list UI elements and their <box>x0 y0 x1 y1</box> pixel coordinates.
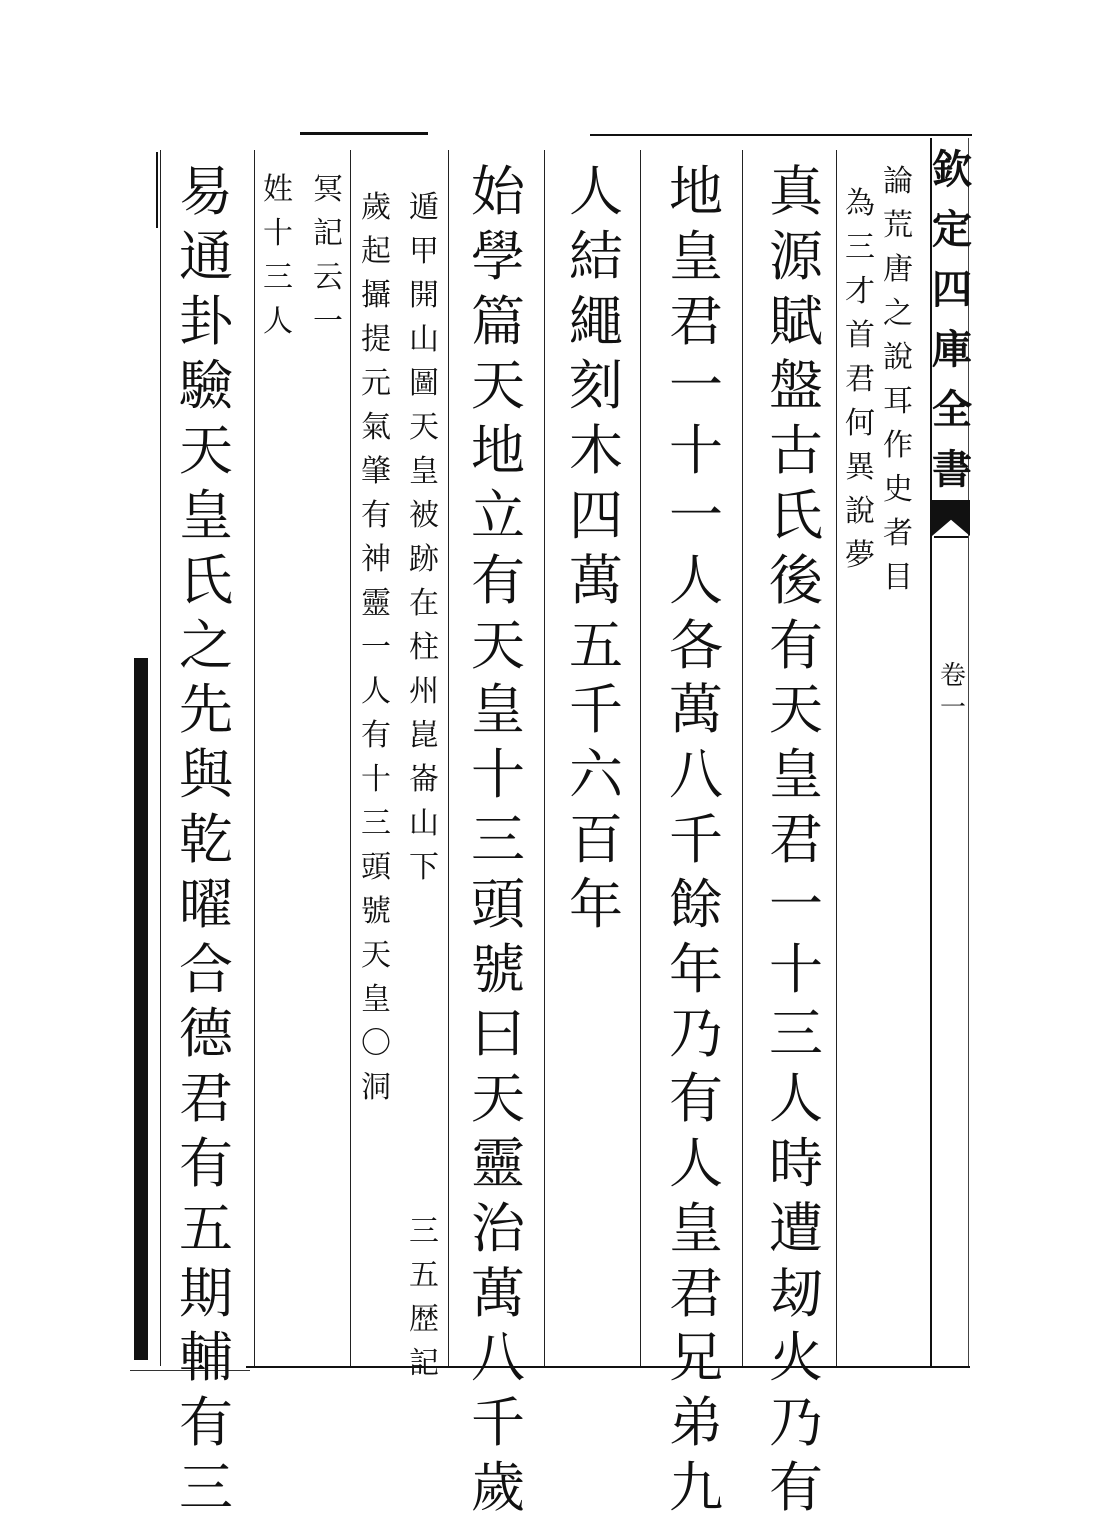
character: 靈 <box>471 1131 525 1195</box>
character: 何 <box>845 406 875 441</box>
character: 皇 <box>179 483 233 547</box>
fishtail-rule <box>934 536 968 538</box>
character: 為 <box>845 186 875 221</box>
character: 天 <box>179 419 233 483</box>
character: 起 <box>361 234 391 269</box>
character: 十 <box>263 216 293 251</box>
top-frame-rule-right <box>590 134 972 136</box>
character: 姓 <box>263 172 293 207</box>
character: 一 <box>769 872 823 936</box>
character: 千 <box>471 1391 525 1455</box>
character: 天 <box>409 410 439 445</box>
character: 易 <box>179 160 233 223</box>
character: 有 <box>471 548 525 612</box>
character: 五 <box>569 613 623 677</box>
character: 卷 <box>939 661 966 691</box>
character: 記 <box>313 216 343 251</box>
character: 與 <box>179 743 233 807</box>
column-divider <box>448 150 449 1366</box>
character: 一 <box>939 693 966 723</box>
top-frame-rule-left <box>300 132 428 135</box>
character: 篇 <box>471 289 525 353</box>
character: 九 <box>669 1455 723 1519</box>
character: 期 <box>179 1261 233 1325</box>
character: 唐 <box>883 252 913 287</box>
character: 皇 <box>669 224 723 288</box>
character: 繩 <box>569 289 623 353</box>
character: 歲 <box>471 1455 525 1519</box>
character: 賦 <box>769 289 823 353</box>
character: 千 <box>569 678 623 742</box>
character: 結 <box>569 224 623 288</box>
character: 開 <box>409 278 439 313</box>
character: 君 <box>179 1067 233 1131</box>
character: 之 <box>179 613 233 677</box>
character: 荒 <box>883 208 913 243</box>
character: 欽 <box>932 146 972 193</box>
character: 甲 <box>409 234 439 269</box>
character: 人 <box>769 1067 823 1131</box>
character: 千 <box>669 807 723 871</box>
character: 頭 <box>361 850 391 885</box>
character: 肇 <box>361 454 391 489</box>
column-divider <box>254 150 255 1366</box>
character: 十 <box>669 419 723 483</box>
character: 氣 <box>361 410 391 445</box>
character: 說 <box>845 494 875 529</box>
column-divider <box>742 150 743 1366</box>
character: 六 <box>569 743 623 807</box>
character: 〇 <box>361 1026 391 1061</box>
annotation-column-6 <box>256 168 300 344</box>
character: 四 <box>569 483 623 547</box>
character: 天 <box>471 354 525 418</box>
character: 史 <box>883 472 913 507</box>
character: 盤 <box>769 354 823 418</box>
character: 地 <box>471 419 525 483</box>
character: 真 <box>769 160 823 223</box>
character: 三 <box>769 1002 823 1066</box>
character: 崙 <box>409 762 439 797</box>
character: 三 <box>845 230 875 265</box>
character: 人 <box>361 674 391 709</box>
character: 天 <box>769 678 823 742</box>
character: 四 <box>932 266 972 313</box>
character: 山 <box>409 322 439 357</box>
character: 庫 <box>932 326 972 373</box>
character: 遁 <box>409 190 439 225</box>
character: 曜 <box>179 872 233 936</box>
character: 云 <box>313 260 343 295</box>
character: 萬 <box>569 548 623 612</box>
character: 書 <box>932 446 972 493</box>
character: 乃 <box>769 1391 823 1455</box>
annotation-column-4 <box>354 186 398 1110</box>
character: 萬 <box>471 1261 525 1325</box>
character: 治 <box>471 1196 525 1260</box>
character: 弟 <box>669 1391 723 1455</box>
character: 有 <box>179 1391 233 1455</box>
character: 圖 <box>409 366 439 401</box>
fishtail-mark <box>932 500 970 536</box>
character: 年 <box>669 937 723 1001</box>
character: 有 <box>361 718 391 753</box>
character: 人 <box>669 1131 723 1195</box>
character: 一 <box>669 354 723 418</box>
character: 攝 <box>361 278 391 313</box>
annotation-column-3-tail <box>402 1210 446 1386</box>
character: 跡 <box>409 542 439 577</box>
character: 歴 <box>409 1302 439 1337</box>
main-text-column-4 <box>462 160 534 1521</box>
character: 後 <box>769 548 823 612</box>
character: 首 <box>845 318 875 353</box>
character: 目 <box>883 560 913 595</box>
character: 皇 <box>769 743 823 807</box>
character: 耳 <box>883 384 913 419</box>
character: 一 <box>313 304 343 339</box>
character: 才 <box>845 274 875 309</box>
character: 崑 <box>409 718 439 753</box>
character: 天 <box>361 938 391 973</box>
character: 各 <box>669 613 723 677</box>
character: 州 <box>409 674 439 709</box>
character: 先 <box>179 678 233 742</box>
character: 卦 <box>179 289 233 353</box>
character: 一 <box>669 483 723 547</box>
character: 有 <box>669 1067 723 1131</box>
main-text-column-1 <box>760 160 832 1521</box>
character: 全 <box>932 386 972 433</box>
character: 驗 <box>179 354 233 418</box>
character: 皇 <box>409 454 439 489</box>
character: 時 <box>769 1131 823 1195</box>
character: 之 <box>883 296 913 331</box>
character: 曰 <box>471 1002 525 1066</box>
character: 柱 <box>409 630 439 665</box>
character: 源 <box>769 224 823 288</box>
character: 定 <box>932 206 972 253</box>
column-divider <box>544 150 545 1366</box>
character: 遭 <box>769 1196 823 1260</box>
column-divider <box>640 150 641 1366</box>
character: 頭 <box>471 872 525 936</box>
character: 學 <box>471 224 525 288</box>
character: 氏 <box>769 483 823 547</box>
character: 十 <box>361 762 391 797</box>
bottom-frame-rule <box>246 1366 970 1368</box>
character: 氏 <box>179 548 233 612</box>
character: 有 <box>769 613 823 677</box>
character: 五 <box>179 1196 233 1260</box>
column-divider <box>350 150 351 1366</box>
character: 夢 <box>845 538 875 573</box>
character: 君 <box>669 289 723 353</box>
character: 餘 <box>669 872 723 936</box>
column-divider <box>160 150 161 1366</box>
character: 通 <box>179 224 233 288</box>
character: 三 <box>471 807 525 871</box>
character: 洞 <box>361 1070 391 1105</box>
character: 乾 <box>179 807 233 871</box>
character: 立 <box>471 483 525 547</box>
character: 號 <box>361 894 391 929</box>
character: 人 <box>669 548 723 612</box>
character: 皇 <box>669 1196 723 1260</box>
annotation-column-5 <box>306 168 350 344</box>
character: 人 <box>569 160 623 223</box>
character: 君 <box>845 362 875 397</box>
character: 有 <box>769 1455 823 1519</box>
character: 百 <box>569 807 623 871</box>
character: 始 <box>471 160 525 223</box>
character: 君 <box>669 1261 723 1325</box>
character: 三 <box>361 806 391 841</box>
character: 乃 <box>669 1002 723 1066</box>
character: 兄 <box>669 1326 723 1390</box>
character: 有 <box>179 1131 233 1195</box>
character: 五 <box>409 1258 439 1293</box>
annotation-column-3 <box>402 186 446 890</box>
main-text-column-5 <box>170 160 242 1521</box>
character: 三 <box>409 1214 439 1249</box>
character: 號 <box>471 937 525 1001</box>
character: 輔 <box>179 1326 233 1390</box>
book-title <box>932 140 972 500</box>
character: 說 <box>883 340 913 375</box>
column-divider <box>836 150 837 1366</box>
character: 歲 <box>361 190 391 225</box>
volume-label <box>936 660 970 724</box>
character: 論 <box>883 164 913 199</box>
character: 三 <box>179 1455 233 1519</box>
main-text-column-2 <box>660 160 732 1521</box>
character: 十 <box>471 743 525 807</box>
character: 山 <box>409 806 439 841</box>
book-title-band <box>934 140 970 500</box>
character: 年 <box>569 872 623 936</box>
character: 提 <box>361 322 391 357</box>
character: 地 <box>669 160 723 223</box>
character: 萬 <box>669 678 723 742</box>
character: 八 <box>669 743 723 807</box>
character: 皇 <box>361 982 391 1017</box>
character: 異 <box>845 450 875 485</box>
character: 合 <box>179 937 233 1001</box>
character: 元 <box>361 366 391 401</box>
binding-edge-bar <box>134 658 148 1360</box>
character: 德 <box>179 1002 233 1066</box>
character: 神 <box>361 542 391 577</box>
character: 一 <box>361 630 391 665</box>
binding-edge-mark <box>156 152 158 228</box>
character: 火 <box>769 1326 823 1390</box>
character: 三 <box>263 260 293 295</box>
character: 刼 <box>769 1261 823 1325</box>
character: 刻 <box>569 354 623 418</box>
character: 下 <box>409 850 439 885</box>
character: 天 <box>471 613 525 677</box>
character: 天 <box>471 1067 525 1131</box>
character: 人 <box>263 304 293 339</box>
character: 皇 <box>471 678 525 742</box>
character: 木 <box>569 419 623 483</box>
character: 有 <box>361 498 391 533</box>
character: 作 <box>883 428 913 463</box>
character: 冥 <box>313 172 343 207</box>
character: 被 <box>409 498 439 533</box>
character: 者 <box>883 516 913 551</box>
main-text-column-3 <box>560 160 632 938</box>
character: 君 <box>769 807 823 871</box>
character: 在 <box>409 586 439 621</box>
character: 記 <box>409 1346 439 1381</box>
character: 八 <box>471 1326 525 1390</box>
character: 古 <box>769 419 823 483</box>
character: 靈 <box>361 586 391 621</box>
character: 十 <box>769 937 823 1001</box>
annotation-column-2 <box>838 182 882 578</box>
